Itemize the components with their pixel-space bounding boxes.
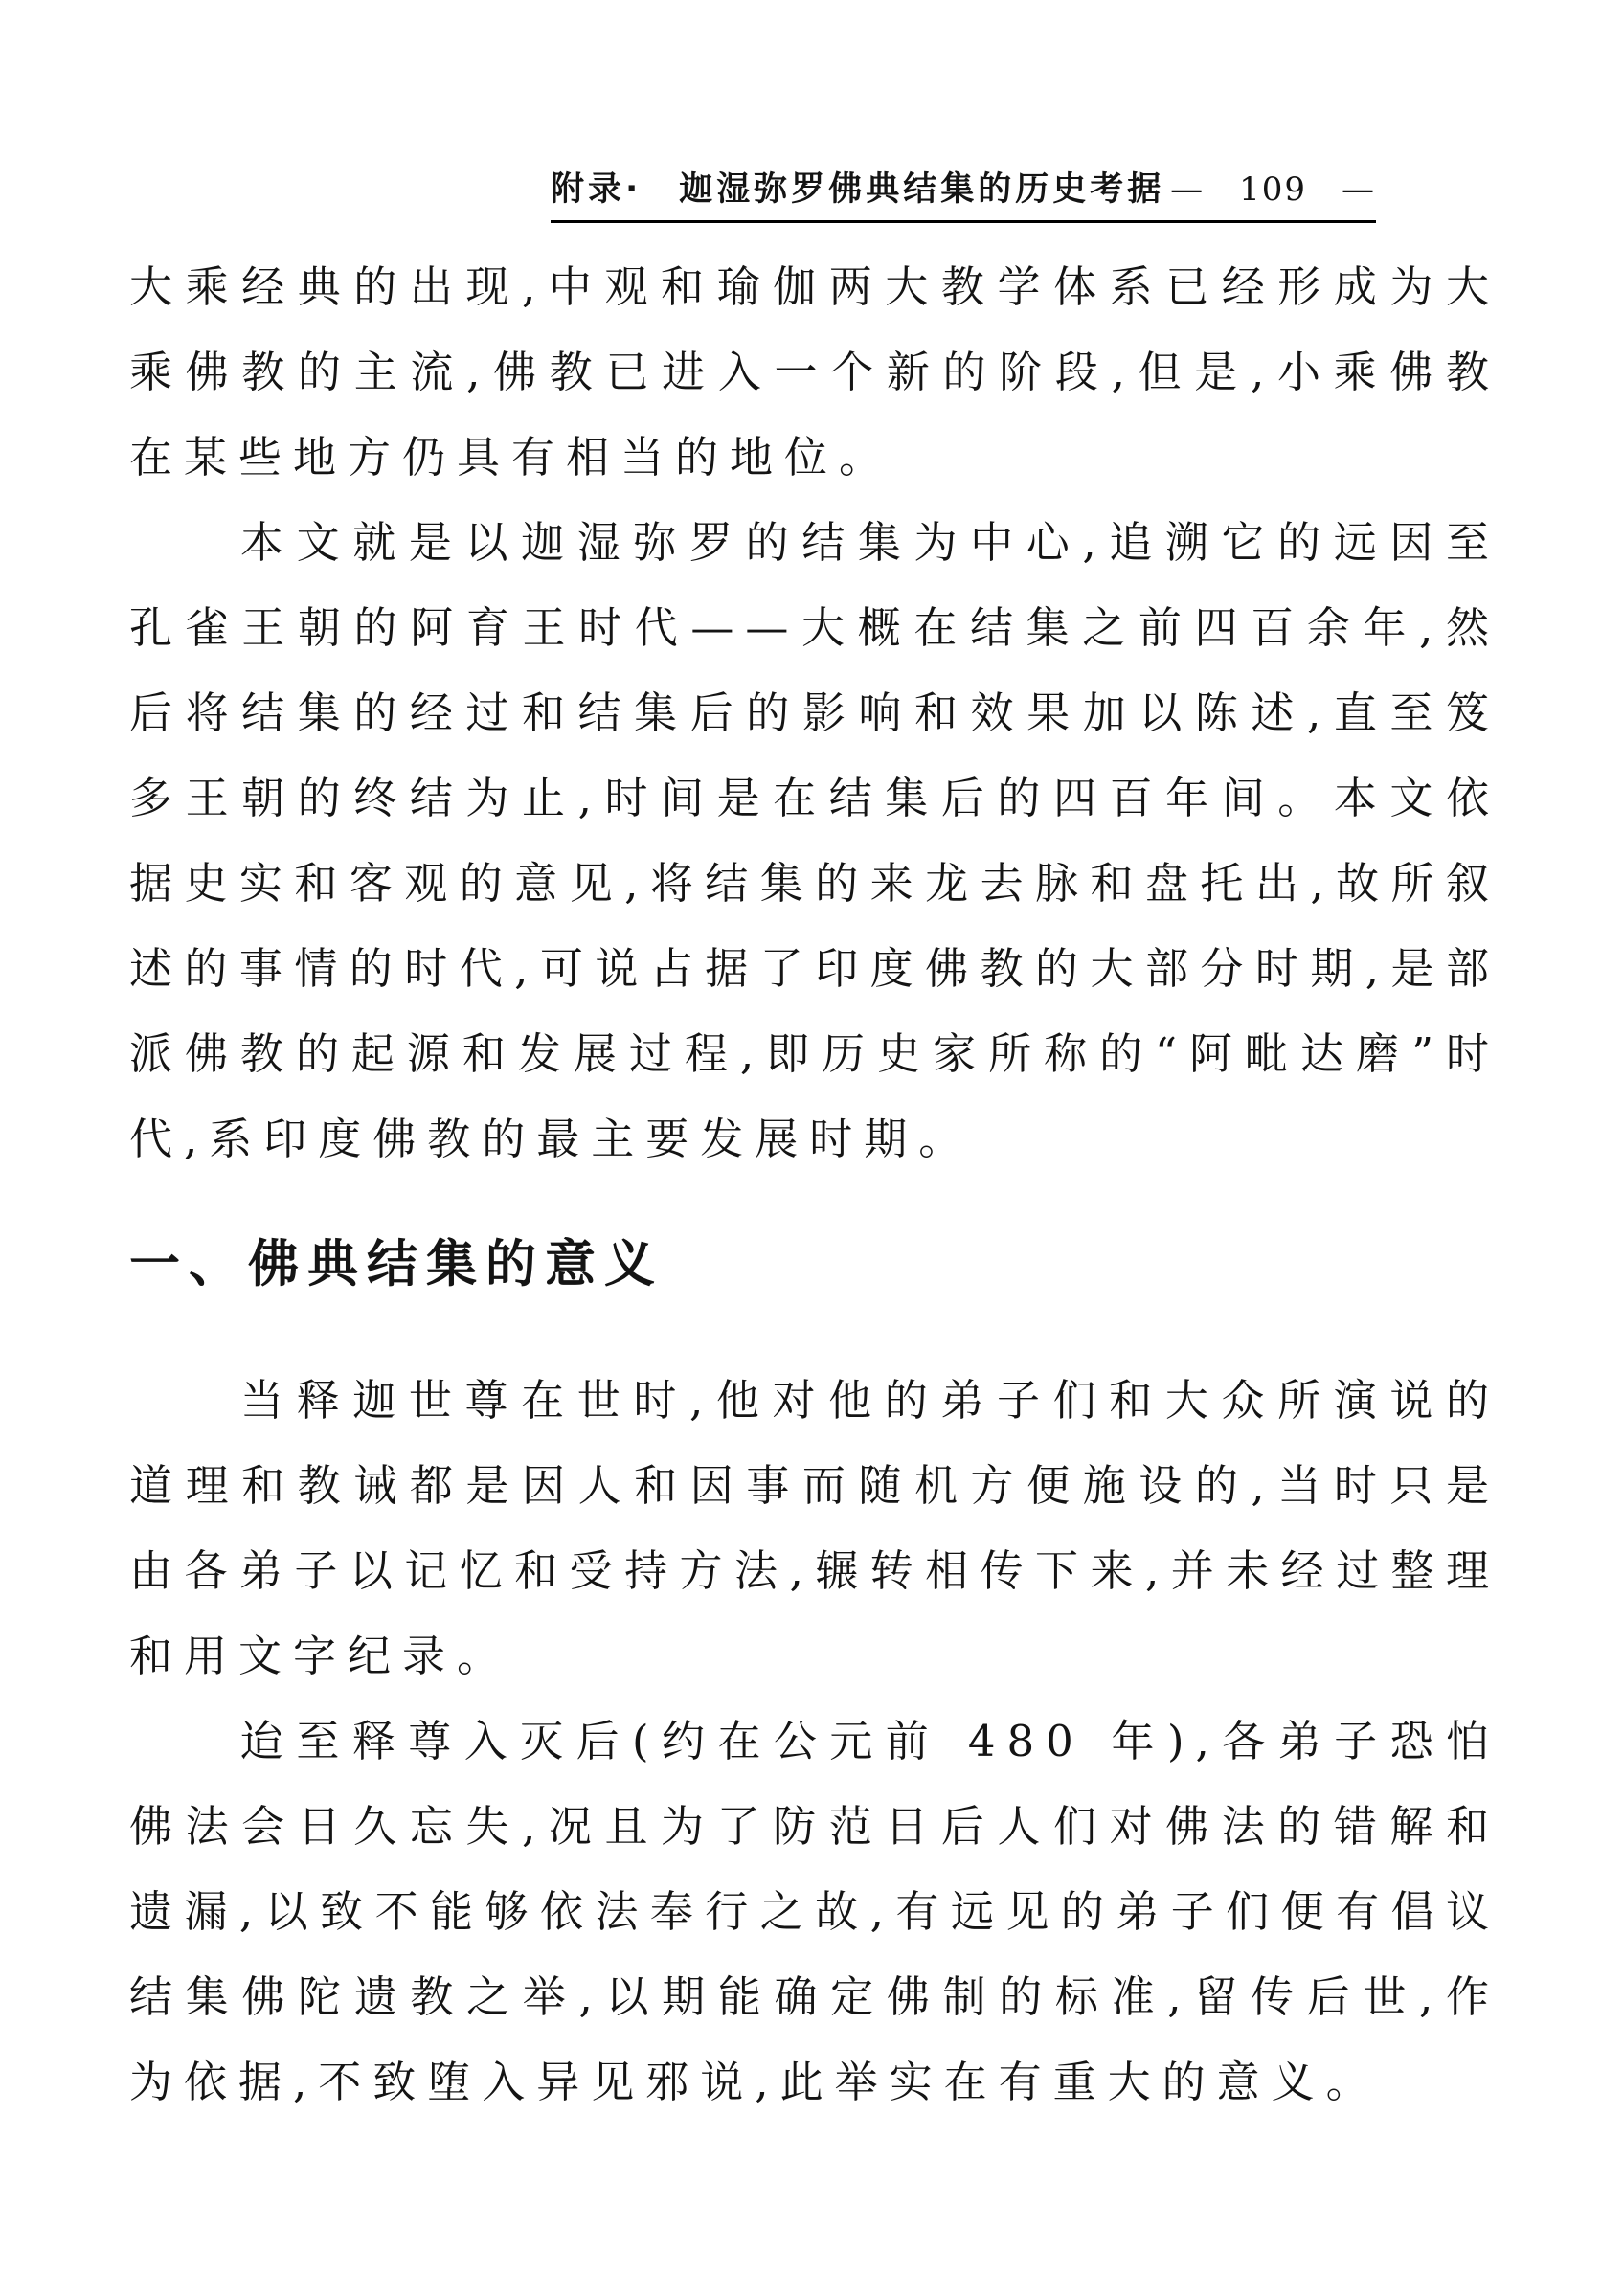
page-number: — 109 — [1170, 170, 1376, 209]
paragraph-3: 当释迦世尊在世时,他对他的弟子们和大众所演说的道理和教诫都是因人和因事而随机方便施设的,当时只是由各弟子以记忆和受持方法,辗转相传下来,并未经过整理和用文字纪录。 [129, 1375, 1500, 1681]
paragraph-1: 大乘经典的出现,中观和瑜伽两大教学体系已经形成为大乘佛教的主流,佛教已进入一个新的阶段,但是,小乘佛教在某些地方仍具有相当的地位。 [129, 261, 1500, 483]
running-head-title: 附录· 迦湿弥罗佛典结集的历史考据 [551, 170, 1165, 209]
paragraph-4: 迨至释尊入灭后(约在公元前 480 年),各弟子恐怕佛法会日久忘失,况且为了防范日后人们对佛法的错解和遗漏,以致不能够依法奉行之故,有远见的弟子们便有倡议结集佛陀遗教之举,以期能确定佛制的标准,留传后世,作为依据,不致堕入异见邪说,此举实在有重大的意义。 [129, 1716, 1500, 2107]
page-header [551, 163, 1376, 223]
paragraph-2: 本文就是以迦湿弥罗的结集为中心,追溯它的远因至孔雀王朝的阿育王时代——大概在结集之前四百余年,然后将结集的经过和结集后的影响和效果加以陈述,直至笈多王朝的终结为止,时间是在结集后的四百年间。本文依据史实和客观的意见,将结集的来龙去脉和盘托出,故所叙述的事情的时代,可说占据了印度佛教的大部分时期,是部派佛教的起源和发展过程,即历史家所称的“阿毗达磨”时代,系印度佛教的最主要发展时期。 [129, 517, 1500, 1164]
page-body [129, 244, 1500, 2125]
section-heading: 一、佛典结集的意义 [129, 1235, 664, 1294]
